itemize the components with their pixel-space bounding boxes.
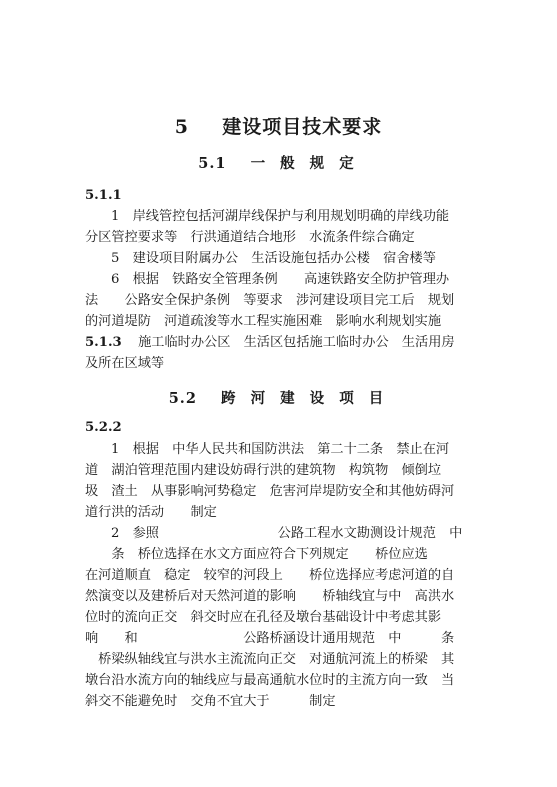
clause-line: 分区管控要求等 行洪通道结合地形 水流条件综合确定 bbox=[85, 230, 415, 245]
clause-line: 2 参照 公路工程水文勘测设计规范 中 bbox=[111, 526, 463, 541]
clause-line: 道行洪的活动 制定 bbox=[85, 505, 217, 520]
clause-line: 及所在区域等 bbox=[85, 356, 165, 371]
clause-number-5-1-1: 5.1.1 bbox=[85, 188, 122, 203]
clause-number-5-2-2: 5.2.2 bbox=[85, 420, 122, 435]
chapter-title bbox=[0, 112, 557, 139]
clause-number-5-1-3: 5.1.3 bbox=[85, 335, 122, 350]
section-number: 5.2 bbox=[168, 390, 197, 407]
clause-line: 然演变以及建桥后对天然河道的影响 桥轴线宜与中 高洪水 bbox=[85, 589, 455, 604]
clause-line: 在河道顺直 稳定 较窄的河段上 桥位选择应考虑河道的自 bbox=[85, 568, 455, 583]
section-title-5-2 bbox=[0, 387, 557, 408]
clause-line: 位时的流向正交 斜交时应在孔径及墩台基础设计中考虑其影 bbox=[85, 610, 442, 625]
clause-line: 圾 渣土 从事影响河势稳定 危害河岸堤防安全和其他妨碍河 bbox=[85, 484, 455, 499]
clause-line: 施工临时办公区 生活区包括施工临时办公 生活用房 bbox=[138, 335, 455, 350]
section-title-text: 一 般 规 定 bbox=[250, 155, 359, 172]
chapter-number: 5 bbox=[174, 116, 189, 138]
clause-line: 道 湖泊管理范围内建设妨碍行洪的建筑物 构筑物 倾倒垃 bbox=[85, 463, 442, 478]
section-number: 5.1 bbox=[198, 155, 227, 172]
clause-5-1-3-first-line bbox=[85, 333, 485, 353]
clause-line: 1 根据 中华人民共和国防洪法 第二十二条 禁止在河 bbox=[111, 442, 450, 457]
clause-line: 墩台沿水流方向的轴线应与最高通航水位时的主流方向一致 当 bbox=[85, 673, 455, 688]
clause-line: 1 岸线管控包括河湖岸线保护与利用规划明确的岸线功能 bbox=[111, 209, 450, 224]
chapter-title-text: 建设项目技术要求 bbox=[222, 116, 383, 138]
clause-line: 桥梁纵轴线宜与洪水主流流向正交 对通航河流上的桥梁 其 bbox=[85, 652, 455, 667]
section-title-text: 跨 河 建 设 项 目 bbox=[221, 390, 389, 407]
clause-line: 6 根据 铁路安全管理条例 高速铁路安全防护管理办 bbox=[111, 272, 450, 287]
clause-line: 的河道堤防 河道疏浚等水工程实施困难 影响水利规划实施 bbox=[85, 314, 442, 329]
section-title-5-1 bbox=[0, 152, 557, 173]
clause-line: 斜交不能避免时 交角不宜大于 制定 bbox=[85, 694, 336, 709]
clause-line: 5 建设项目附属办公 生活设施包括办公楼 宿舍楼等 bbox=[111, 251, 436, 266]
clause-line: 条 桥位选择在水文方面应符合下列规定 桥位应选 bbox=[85, 547, 428, 562]
clause-line: 法 公路安全保护条例 等要求 涉河建设项目完工后 规划 bbox=[85, 293, 455, 308]
clause-line: 响 和 公路桥涵设计通用规范 中 条 bbox=[85, 631, 455, 646]
